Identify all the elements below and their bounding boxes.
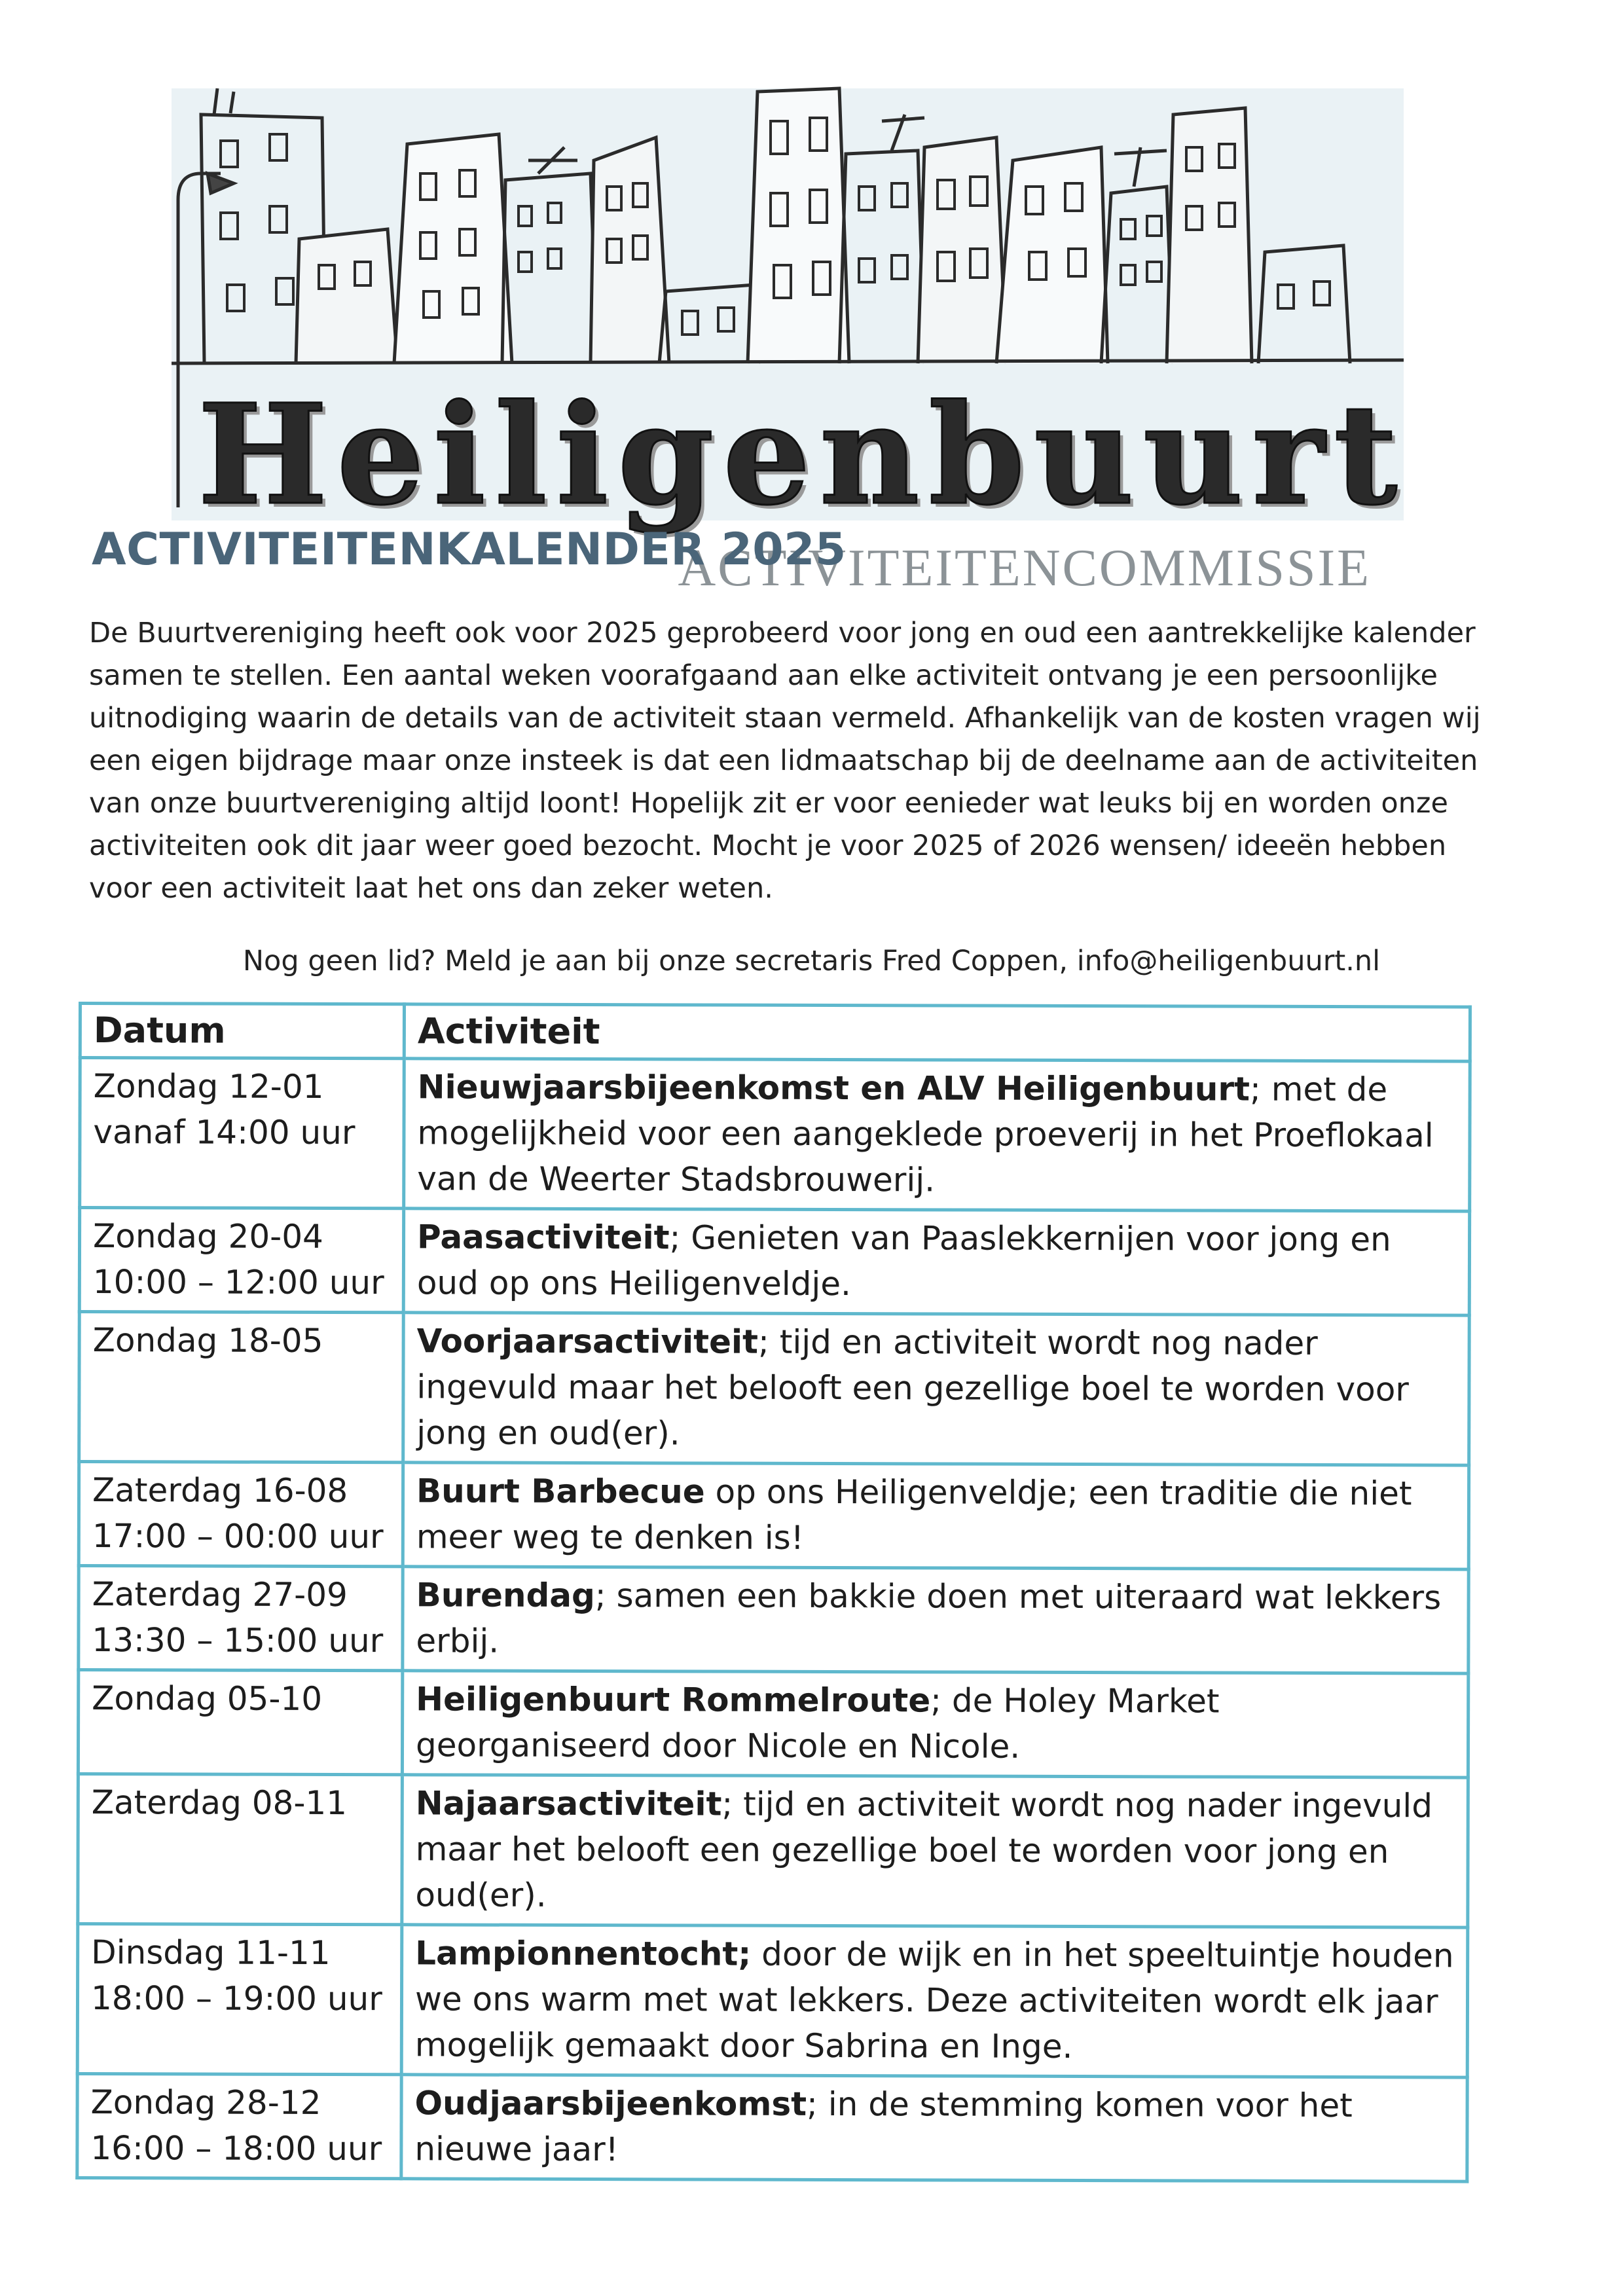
logo-wordmark: Heiligenbuurt bbox=[198, 374, 1407, 536]
activity-description: door de wijk en in het speeltuintje houden we ons warm met wat lekkers. Deze activiteiten wordt elk jaar mogelijk gemaakt door Sabrina en Inge. bbox=[414, 1935, 1454, 2066]
intro-paragraph: De Buurtvereniging heeft ook voor 2025 geprobeerd voor jong en oud een aantrekkelijke kalender samen te stellen. Een aantal weken voorafgaand aan elke activiteit ontvang je een persoonlijke uitnodiging waarin de details van de activiteit staan vermeld. Afhankelijk van de kosten vragen wij een eigen bijdrage maar onze insteek is dat een lidmaatschap bij de deelname aan de activiteiten van onze buurtvereniging altijd loont! Hopelijk zit er voor eenieder wat leuks bij en worden onze activiteiten ook dit jaar weer goed bezocht. Mocht je voor 2025 of 2026 wensen/ ideeën hebben voor een activiteit laat het ons dan zeker weten. bbox=[89, 617, 1481, 905]
date-time: 17:00 – 00:00 uur bbox=[92, 1517, 384, 1556]
date-day: Zondag 05-10 bbox=[92, 1679, 323, 1718]
activity-description: ; tijd en activiteit wordt nog nader ingevuld maar het belooft een gezellige boel te worden voor jong en oud(er). bbox=[415, 1785, 1433, 1914]
table-row bbox=[79, 1566, 1468, 1674]
activity-name: Paasactiviteit bbox=[416, 1218, 670, 1257]
table-row bbox=[79, 1312, 1470, 1466]
date-time: 13:30 – 15:00 uur bbox=[92, 1621, 384, 1660]
table-row bbox=[78, 1670, 1468, 1778]
header-activity: Activiteit bbox=[404, 1004, 1470, 1061]
date-day: Zondag 12-01 bbox=[93, 1067, 324, 1106]
activity-cell bbox=[402, 1671, 1468, 1777]
date-cell bbox=[79, 1312, 404, 1463]
date-cell bbox=[80, 1058, 405, 1209]
logo-subtitle: ACTIVITEITENCOMMISSIE bbox=[678, 539, 1371, 597]
activity-name: Voorjaarsactiviteit bbox=[416, 1322, 759, 1361]
table-row bbox=[77, 1924, 1468, 2078]
page-title: ACTIVITEITENKALENDER 2025 bbox=[92, 524, 847, 575]
activity-name: Burendag bbox=[416, 1576, 595, 1615]
date-cell bbox=[78, 1670, 402, 1775]
date-day: Zaterdag 27-09 bbox=[92, 1575, 348, 1614]
date-cell bbox=[78, 1774, 403, 1925]
activity-cell bbox=[403, 1209, 1469, 1315]
activity-cell bbox=[403, 1313, 1470, 1465]
activity-cell bbox=[402, 1775, 1468, 1927]
activity-description: ; tijd en activiteit wordt nog nader ingevuld maar het belooft een gezellige boel te worden voor jong en oud(er). bbox=[416, 1322, 1410, 1453]
date-day: Dinsdag 11-11 bbox=[91, 1933, 331, 1973]
table-row bbox=[79, 1208, 1469, 1316]
activity-cell bbox=[403, 1463, 1468, 1569]
activity-name: Lampionnentocht; bbox=[415, 1934, 752, 1973]
table-row bbox=[79, 1462, 1468, 1570]
activity-cell bbox=[404, 1059, 1470, 1211]
activity-cell bbox=[401, 1925, 1468, 2077]
date-cell bbox=[79, 1208, 403, 1313]
date-time: 18:00 – 19:00 uur bbox=[90, 1979, 382, 2018]
activity-description: op ons Heiligenveldje; een traditie die niet meer weg te denken is! bbox=[416, 1472, 1412, 1557]
activity-name: Najaarsactiviteit bbox=[415, 1784, 722, 1823]
date-cell bbox=[79, 1566, 403, 1671]
date-day: Zondag 20-04 bbox=[92, 1217, 323, 1256]
date-day: Zondag 18-05 bbox=[92, 1321, 323, 1360]
header-date: Datum bbox=[80, 1004, 404, 1059]
activity-description: ; de Holey Market georganiseerd door Nicole en Nicole. bbox=[415, 1681, 1220, 1766]
activity-description: ; in de stemming komen voor het nieuwe jaar! bbox=[414, 2085, 1353, 2169]
activity-cell bbox=[401, 2075, 1467, 2181]
activity-calendar-table bbox=[75, 1002, 1472, 2183]
table-row bbox=[78, 1774, 1468, 1928]
activity-name: Heiligenbuurt Rommelroute bbox=[416, 1680, 931, 1720]
table-row bbox=[80, 1058, 1470, 1212]
date-day: Zaterdag 08-11 bbox=[91, 1783, 348, 1823]
table-row bbox=[77, 2074, 1467, 2182]
activity-name: Nieuwjaarsbijeenkomst en ALV Heiligenbuurt bbox=[417, 1068, 1250, 1108]
activity-name: Buurt Barbecue bbox=[416, 1472, 705, 1511]
activity-name: Oudjaarsbijeenkomst bbox=[414, 2084, 807, 2123]
date-time: vanaf 14:00 uur bbox=[93, 1113, 356, 1152]
membership-note: Nog geen lid? Meld je aan bij onze secretaris Fred Coppen, info@heiligenbuurt.nl bbox=[242, 945, 1381, 977]
activity-description: ; met de mogelijkheid voor een aangeklede proeverij in het Proeflokaal van de Weerter Stadsbrouwerij. bbox=[417, 1070, 1434, 1199]
date-day: Zaterdag 16-08 bbox=[92, 1471, 348, 1510]
date-cell bbox=[79, 1462, 403, 1567]
date-time: 10:00 – 12:00 uur bbox=[92, 1263, 384, 1302]
activity-description: ; Genieten van Paaslekkernijen voor jong en oud op ons Heiligenveldje. bbox=[416, 1218, 1391, 1303]
date-day: Zondag 28-12 bbox=[90, 2083, 321, 2122]
table-header-row bbox=[80, 1004, 1470, 1062]
activity-cell bbox=[403, 1567, 1468, 1673]
date-cell bbox=[77, 2074, 401, 2179]
date-time: 16:00 – 18:00 uur bbox=[90, 2129, 382, 2168]
date-cell bbox=[77, 1924, 402, 2075]
activity-description: ; samen een bakkie doen met uiteraard wat lekkers erbij. bbox=[416, 1576, 1442, 1660]
